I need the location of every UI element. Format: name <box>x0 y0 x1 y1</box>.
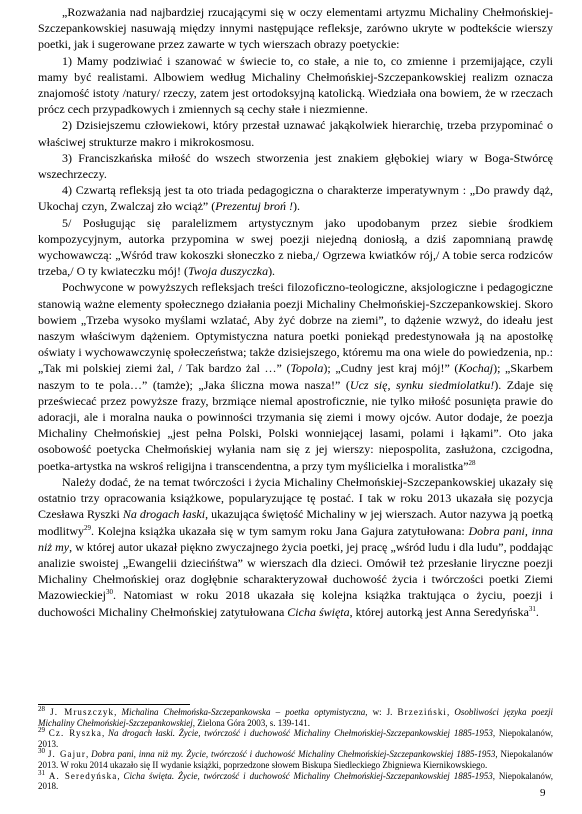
book-title: Na drogach łaski <box>122 507 206 522</box>
paragraph-reflection-5: 5/ Posługując się paralelizmem artystycznym jako upodobanym przez siebie środkiem kompozycyjnym, autorka przypomina w swej poezji niejedną doniosłą, a dziś zapomnianą prawdę wychowawczą: „Wśród traw kokoszki słoneczko z nieba,/ Ogrzewa kwiatków rój,/ A tobie serca rodziców trzeba,/ O ty kwiateczku mój! (Twoja duszyczka). <box>38 215 553 279</box>
footnote-ref[interactable]: 28 <box>468 458 476 467</box>
footnote-30: $^{30}$ J. Gajur, Dobra pani, inna niż my. Życie, twórczość i duchowość Michaliny Chełmońskiej-Szczepankowskiej 1885-1953, Niepokalanów 2013. W roku 2014 ukazało się II wydanie książki, poprzedzone słowem Biskupa Siedleckiego Zbigniewa Kiernikowskiego. <box>38 747 554 770</box>
footnote-29: $^{29}$ Cz. Ryszka, Na drogach łaski. Życie, twórczość i duchowość Michaliny Chełmońskiej-Szczepankowskiej 1885-1953, Niepokalanów, 2013. <box>38 726 554 749</box>
paragraph-reflection-4: 4) Czwartą refleksją jest ta oto triada pedagogiczna o charakterze imperatywnym : „Do prawdy dąż, Ukochaj czyn, Zwalczaj zło wciąż” (Prezentuj broń !). <box>38 183 553 214</box>
footnote-ref[interactable]: 30 <box>105 588 113 597</box>
poem-title: Kochaj <box>458 361 494 376</box>
paragraph-publications: Należy dodać, że na temat twórczości i życia Michaliny Chełmońskiej-Szczepankowskiej ukazały się ostatnio trzy opracowania książkowe, popularyzujące tę postać. I tak w roku 2013 ukazała się pozycja Czesława Ryszki Na drogach łaski, ukazująca świętość Michaliny w jej wierszach. Autor nazywa ją poetką modlitwy$^{29}$. Kolejna książka ukazała się w tym samym roku Jana Gajura zatytułowana: Dobra pani, inna niż my, w której autor ukazał piękno zwyczajnego życia poetki, jej pracę „wśród ludu i dla ludu”, poddając analizie swoistej „Ewangelii dziecińśtwa” w wierszach dla dzieci. Omówił też przesłanie liryczne poezji Michaliny Chełmońskiej oraz dogłębnie scharakteryzował duchowość życia i twórczości poetki Ziemi Mazowieckiej$^{30}$. Natomiast w roku 2018 ukazała się kolejna książka traktująca o życiu, poezji i duchowości Michaliny Chełmońskiej zatytułowana Cicha święta, której autorką jest Anna Seredyńska$^{31}$. <box>38 474 553 619</box>
paragraph-reflection-1: 1) Mamy podziwiać i szanować w świecie to, co stałe, a nie to, co zmienne i przemijające, czyli mamy być realistami. Albowiem według Michaliny Chełmońskiej-Szczepankowskiej realizm oznacza znajomość istoty /natury/ rzeczy, zatem jest ortodoksyjną katolicką. Wiedziała ona bowiem, że w rzeczach prócz cech przypadkowych i zmiennych są cechy stałe i niezmienne. <box>38 53 553 117</box>
page-number: 9 <box>540 787 546 799</box>
book-title: Dobra pani, inna niż my <box>38 523 553 554</box>
footnote-ref[interactable]: 29 <box>84 523 92 532</box>
body-text <box>38 4 553 620</box>
poem-title: Ucz się, synku siedmiolatku! <box>349 377 495 392</box>
footnote-28: $^{28}$ J. Mruszczyk, Michalina Chełmońska-Szczepankowska – poetka optymistyczna, w: J. Brzeziński, Osobliwości języka poezji Michaliny Chełmońskiej-Szczepankowskiej, Zielona Góra 2003, s. 139-141. <box>38 705 554 728</box>
footnote-separator <box>38 704 190 705</box>
book-title: Cicha święta <box>287 604 350 619</box>
paragraph-summary: Pochwycone w powyższych refleksjach treści filozoficzno-teologiczne, aksjologiczne i pedagogiczne stanowią ważne elementy społecznego działania poezji Michaliny Chełmońskiej-Szczepankowskiej. Skoro bowiem „Trzeba wysoko myślami wzlatać, Aby żyć dobrze na ziemi”, to dążenie wzwyż, do ideału jest naszym właściwym dążeniem. Optymistyczna natura poetki poniekąd predestynowała ją na apostołkę oświaty i wychowawczynię społeczeństwa; także dzisiejszego, któremu ma ona wiele do powiedzenia, np.: „Tak mi polskiej ziemi żal, / Tak bardzo żal …” (Topola); „Cudny jest kraj mój!” (Kochaj); „Skarbem naszym to te pola…” (tamże); „Jaka śliczna mowa nasza!” (Ucz się, synku siedmiolatku!). Zdaje się przeświecać przez powyższe frazy, brzmiące niemal apostroficznie, nie tylko miłość posunięta prawie do adoracji, ale i moralna nauka o powinności trzymania się ziemi i mowy ojców. Autor dodaje, że poezja Michaliny Chełmońskiej „jest pełna Polski, Polski wonniejącej lasami, polami i łąkami”. Oto jaka osobowość poetycka Chełmońskiej wyłania nam się z jej wierszy: niepospolita, zasłużona, czcigodna, poetka-artystka na wskroś religijna i transcendentna, a przy tym myślicielka i moralistka”$^{28}$ <box>38 280 554 473</box>
poem-title: Topola <box>290 361 324 376</box>
footnote-ref[interactable]: 31 <box>528 604 536 613</box>
paragraph-reflection-3: 3) Franciszkańska miłość do wszech stworzenia jest znakiem głębokiej wiary w Boga-Stwórcę wszechrzeczy. <box>38 150 553 182</box>
document-page <box>38 4 553 620</box>
paragraph-reflection-2: 2) Dzisiejszemu człowiekowi, który przestał uznawać jakąkolwiek hierarchię, trzeba przypominać o właściwej strukturze makro i mikrokosmosu. <box>38 118 553 149</box>
poem-title: Twoja duszyczka <box>187 264 269 279</box>
poem-title: Prezentuj broń ! <box>215 199 293 214</box>
footnote-31: $^{31}$ A. Seredyńska, Cicha święta. Życie, twórczość i duchowość Michaliny Chełmońskiej-Szczepankowskiej 1885-1953, Niepokalanów, 2018. <box>38 768 553 792</box>
footnotes <box>38 707 553 792</box>
paragraph-intro: „Rozważania nad najbardziej rzucającymi się w oczy elementami artyzmu Michaliny Chełmońskiej-Szczepankowskiej nasuwają między innymi następujące refleksje, zarówno ukryte w podtekście wierszy poetki, jak i sugerowane przez zawarte w tych wierszach obrazy poetyckie: <box>38 5 553 52</box>
